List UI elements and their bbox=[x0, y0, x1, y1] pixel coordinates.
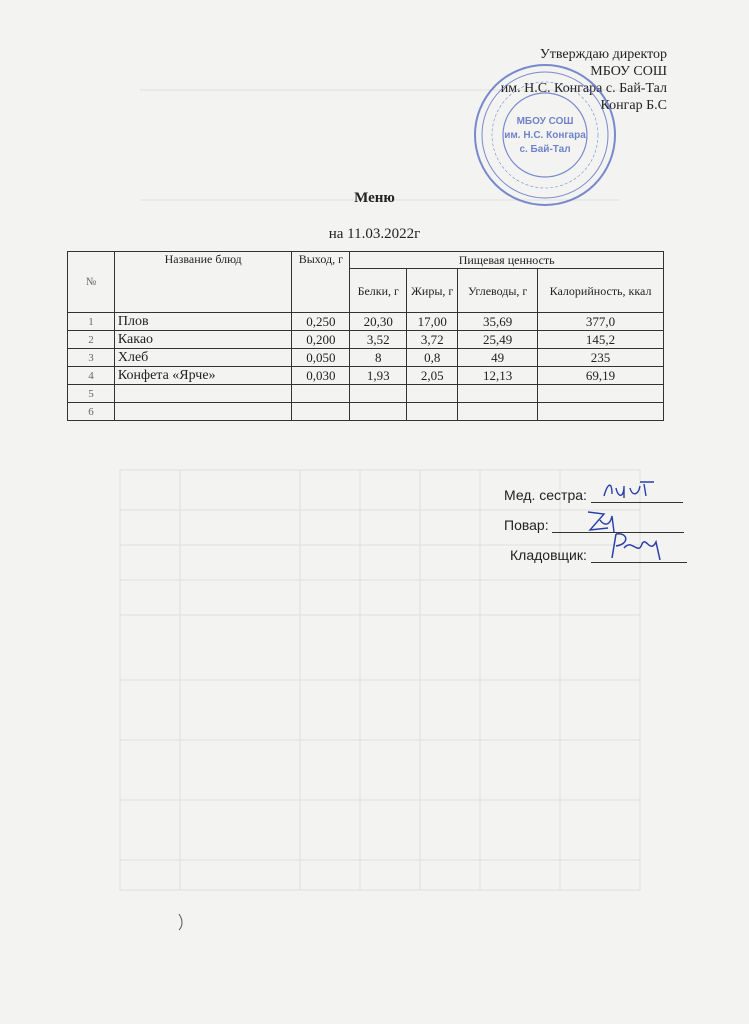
cell-calories: 235 bbox=[538, 349, 664, 367]
cell-protein: 20,30 bbox=[350, 313, 407, 331]
school-seal-stamp bbox=[470, 60, 620, 210]
approval-line-4: Конгар Б.С bbox=[600, 98, 667, 113]
cell-calories: 145,2 bbox=[538, 331, 664, 349]
cell-num: 5 bbox=[68, 385, 115, 403]
cell-protein bbox=[350, 385, 407, 403]
stray-mark bbox=[176, 912, 186, 932]
table-row bbox=[68, 367, 664, 385]
approval-line-3: им. Н.С. Конгара с. Бай-Тал bbox=[500, 81, 667, 96]
table-row bbox=[68, 403, 664, 421]
seal-text-2: им. Н.С. Конгара bbox=[504, 130, 586, 141]
header-protein: Белки, г bbox=[350, 269, 407, 313]
cell-fat: 2,05 bbox=[407, 367, 458, 385]
menu-table-body bbox=[68, 313, 664, 421]
cell-yield bbox=[292, 403, 350, 421]
cell-name: Плов bbox=[114, 313, 292, 331]
table-row bbox=[68, 385, 664, 403]
nurse-label: Мед. сестра: bbox=[504, 487, 587, 503]
header-nutrition: Пищевая ценность bbox=[350, 252, 664, 269]
cell-carbs bbox=[458, 403, 538, 421]
approval-line-2: МБОУ СОШ bbox=[590, 64, 667, 79]
cell-fat: 0,8 bbox=[407, 349, 458, 367]
cell-protein: 8 bbox=[350, 349, 407, 367]
approval-line-1: Утверждаю директор bbox=[539, 47, 667, 62]
header-carbs: Углеводы, г bbox=[458, 269, 538, 313]
cell-yield: 0,250 bbox=[292, 313, 350, 331]
table-row bbox=[68, 349, 664, 367]
cell-name bbox=[114, 385, 292, 403]
cell-carbs: 35,69 bbox=[458, 313, 538, 331]
cell-carbs: 12,13 bbox=[458, 367, 538, 385]
cell-num: 6 bbox=[68, 403, 115, 421]
cell-yield: 0,200 bbox=[292, 331, 350, 349]
header-num: № bbox=[68, 252, 115, 313]
cell-protein: 1,93 bbox=[350, 367, 407, 385]
signature-row-storekeeper bbox=[510, 546, 687, 576]
cell-fat bbox=[407, 403, 458, 421]
cell-num: 3 bbox=[68, 349, 115, 367]
header-yield: Выход, г bbox=[292, 252, 350, 313]
cook-label: Повар: bbox=[504, 517, 549, 533]
seal-text-1: МБОУ СОШ bbox=[516, 116, 574, 127]
cell-name bbox=[114, 403, 292, 421]
header-calories: Калорийность, ккал bbox=[538, 269, 664, 313]
signatures-block bbox=[504, 486, 687, 576]
header-fat: Жиры, г bbox=[407, 269, 458, 313]
cell-yield: 0,030 bbox=[292, 367, 350, 385]
cell-protein bbox=[350, 403, 407, 421]
cell-calories bbox=[538, 385, 664, 403]
nurse-handwritten-signature bbox=[600, 478, 660, 504]
cell-name: Хлеб bbox=[114, 349, 292, 367]
table-row bbox=[68, 331, 664, 349]
menu-table bbox=[67, 251, 664, 421]
storekeeper-label: Кладовщик: bbox=[510, 547, 587, 563]
table-row bbox=[68, 313, 664, 331]
cell-calories: 69,19 bbox=[538, 367, 664, 385]
cell-yield: 0,050 bbox=[292, 349, 350, 367]
cell-carbs: 49 bbox=[458, 349, 538, 367]
cell-num: 2 bbox=[68, 331, 115, 349]
cell-fat bbox=[407, 385, 458, 403]
cell-num: 1 bbox=[68, 313, 115, 331]
cell-name: Какао bbox=[114, 331, 292, 349]
document-title: Меню bbox=[354, 190, 395, 206]
cell-name: Конфета «Ярче» bbox=[114, 367, 292, 385]
cell-calories: 377,0 bbox=[538, 313, 664, 331]
cell-carbs: 25,49 bbox=[458, 331, 538, 349]
cell-protein: 3,52 bbox=[350, 331, 407, 349]
seal-text-3: с. Бай-Тал bbox=[519, 144, 571, 155]
storekeeper-handwritten-signature bbox=[602, 530, 672, 566]
cell-carbs bbox=[458, 385, 538, 403]
cell-yield bbox=[292, 385, 350, 403]
cell-calories bbox=[538, 403, 664, 421]
header-dish-name: Название блюд bbox=[114, 252, 292, 313]
cell-fat: 17,00 bbox=[407, 313, 458, 331]
cell-fat: 3,72 bbox=[407, 331, 458, 349]
document-date: на 11.03.2022г bbox=[328, 226, 421, 242]
table-header-row bbox=[68, 252, 664, 269]
cell-num: 4 bbox=[68, 367, 115, 385]
